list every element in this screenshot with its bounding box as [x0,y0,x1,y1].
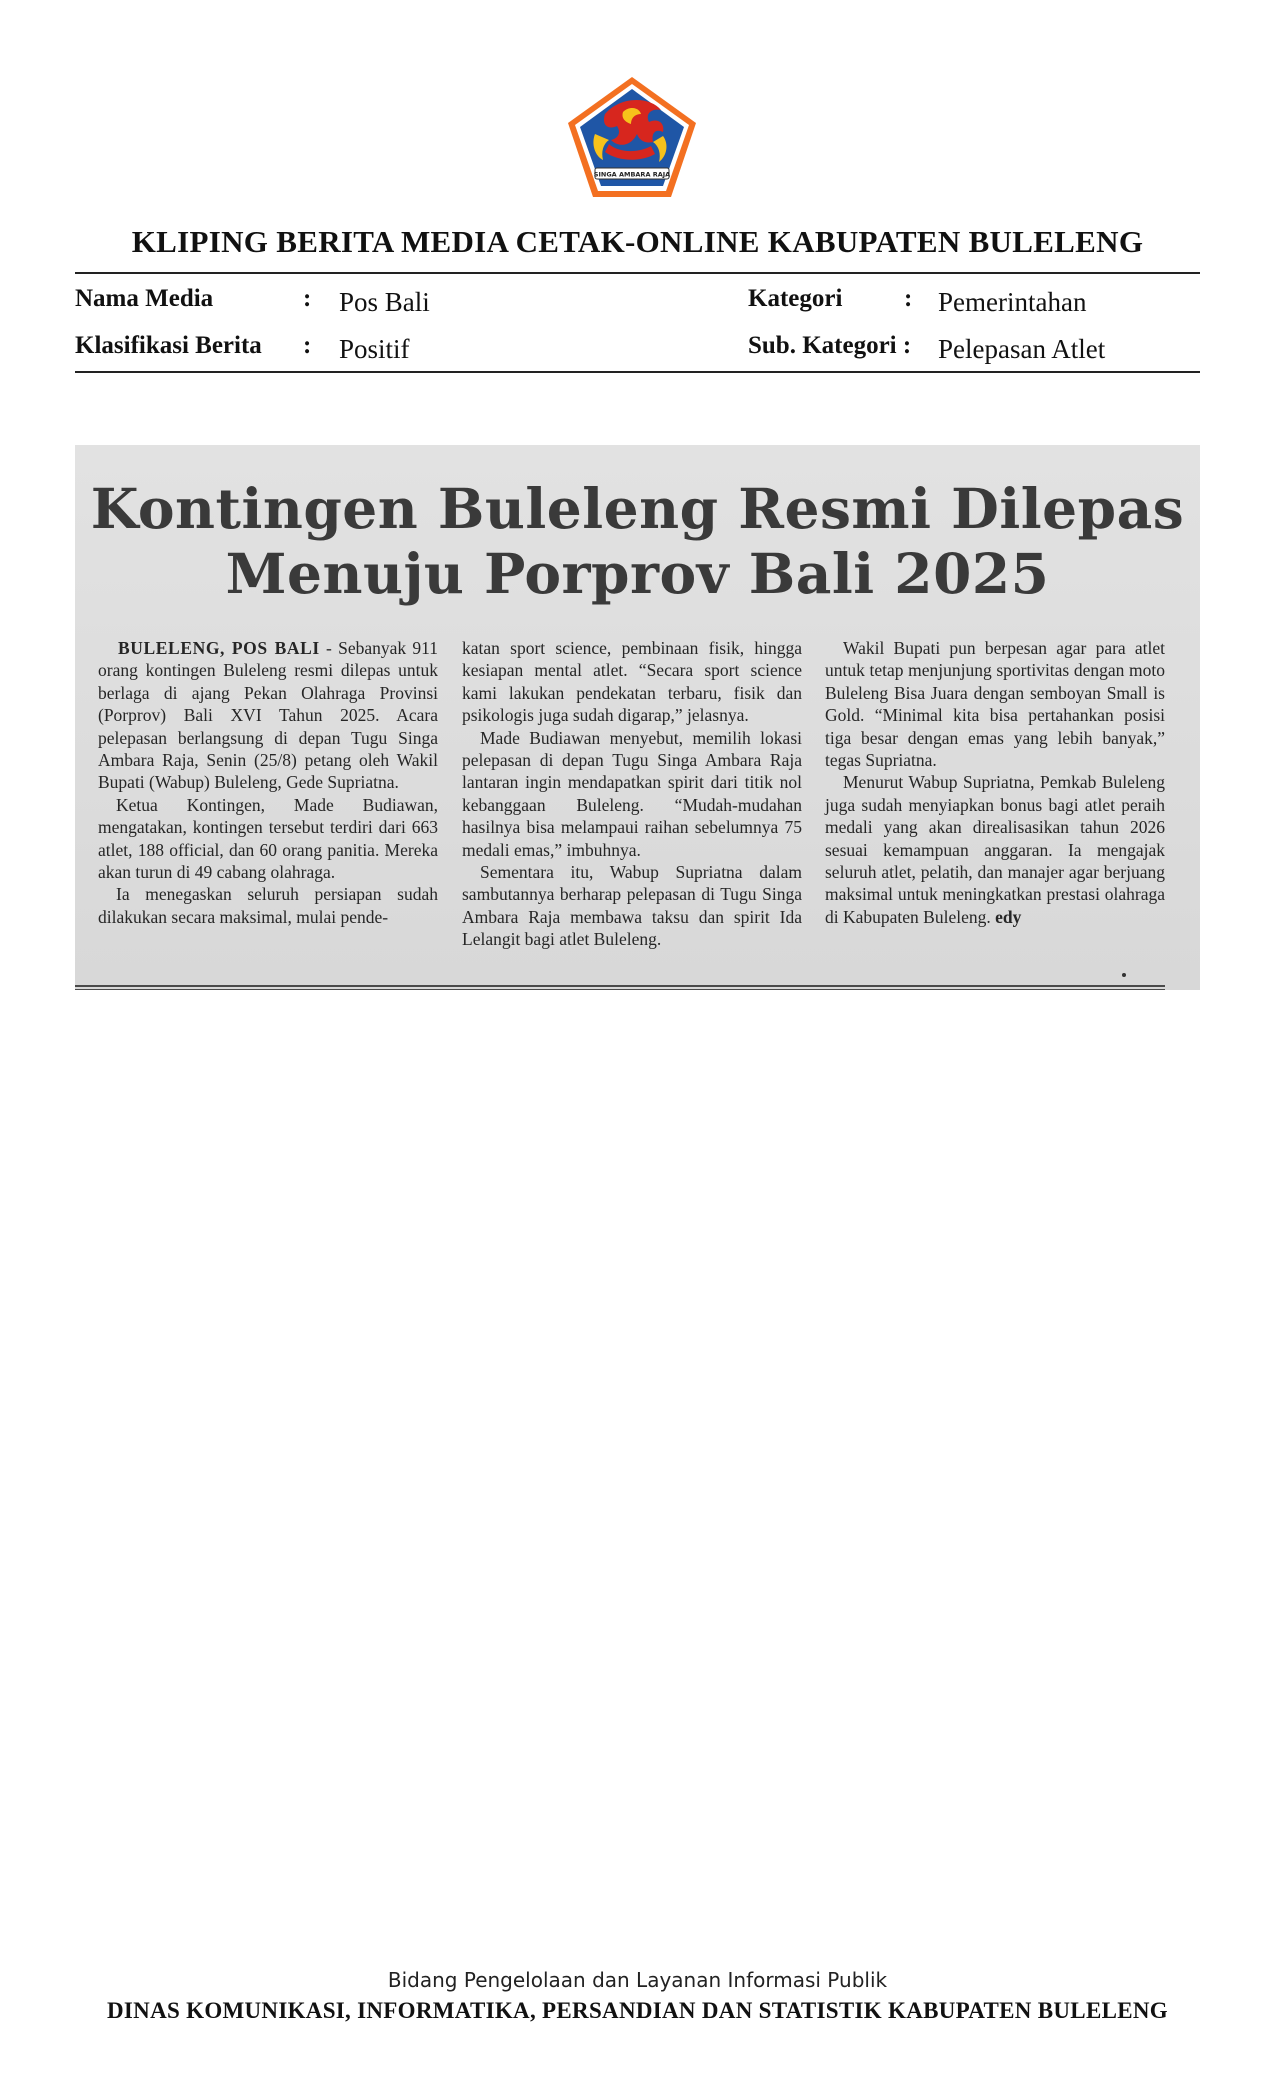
kategori-label: Kategori [748,285,843,312]
article-column-2 [462,637,802,951]
singa-ambara-raja-emblem-icon [565,74,699,200]
article-headline-line-1: Kontingen Buleleng Resmi Dilepas [90,476,1185,541]
newspaper-clipping [75,445,1200,990]
article-dateline: BULELENG, POS BALI [118,638,320,658]
kategori-value: Pemerintahan [938,287,1087,317]
article-column-1 [98,637,438,928]
article-paragraph: Sementara itu, Wabup Supriatna dalam sambutannya berharap pelepasan di Tugu Singa Ambara Raja membawa taksu dan spirit Ida Lelangit bagi atlet Buleleng. [462,862,802,950]
clipping-bottom-rule-thin [75,989,1165,990]
footer-department: Bidang Pengelolaan dan Layanan Informasi Publik [387,1968,888,1992]
article-headline-line-2: Menuju Porprov Bali 2025 [225,541,1050,606]
klasifikasi-berita-value: Positif [339,334,410,364]
footer-agency: DINAS KOMUNIKASI, INFORMATIKA, PERSANDIAN DAN STATISTIK KABUPATEN BULELENG [107,1998,1168,2023]
klasifikasi-berita-label: Klasifikasi Berita [75,332,262,359]
sub-kategori-value: Pelepasan Atlet [938,334,1106,364]
klasifikasi-berita-separator: : [303,332,312,359]
header-divider-top [75,272,1200,274]
page-title: KLIPING BERITA MEDIA CETAK-ONLINE KABUPATEN BULELENG [131,224,1144,259]
header-divider-bottom [75,371,1200,373]
svg-text:SINGA AMBARA RAJA: SINGA AMBARA RAJA [593,170,671,179]
article-paragraph: katan sport science, pembinaan fisik, hingga kesiapan mental atlet. “Secara sport science kami lakukan pendekatan terbaru, fisik dan psikologis juga sudah digarap,” jelasnya. [462,638,802,726]
article-paragraph: Menurut Wabup Supriatna, Pemkab Buleleng juga sudah menyiapkan bonus bagi atlet peraih medali yang akan direalisasikan tahun 2026 sesuai kemampuan anggaran. Ia mengajak seluruh atlet, pelatih, dan manajer agar berjuang maksimal untuk meningkatkan prestasi olahraga di Kabupaten Buleleng. [825,772,1165,927]
article-paragraph: Ketua Kontingen, Made Budiawan, mengatakan, kontingen tersebut terdiri dari 663 atlet, 188 official, dan 60 orang panitia. Mereka akan turun di 49 cabang olahraga. [98,794,438,883]
article-column-3 [825,637,1165,928]
buleleng-regency-logo [565,74,699,200]
article-paragraph: - Sebanyak 911 orang kontingen Buleleng resmi dilepas untuk berlaga di ajang Pekan Olahraga Provinsi (Porprov) Bali XVI Tahun 2025. Acara pelepasan berlangsung di depan Tugu Singa Ambara Raja, Senin (25/8) petang oleh Wakil Bupati (Wabup) Buleleng, Gede Supriatna. [98,638,438,793]
sub-kategori-label: Sub. Kategori : [748,332,912,359]
article-paragraph: Wakil Bupati pun berpesan agar para atlet untuk tetap menjunjung sportivitas dengan moto Buleleng Bisa Juara dengan semboyan Small is Gold. “Minimal kita bisa pertahankan posisi tiga besar dengan emas yang lebih banyak,” tegas Supriatna. [825,638,1165,771]
nama-media-label: Nama Media [75,285,214,312]
article-paragraph: Ia menegaskan seluruh persiapan sudah dilakukan secara maksimal, mulai pende- [98,884,438,927]
print-dot [1122,973,1126,977]
nama-media-value: Pos Bali [339,287,430,317]
nama-media-separator: : [303,285,312,312]
kategori-separator: : [904,285,913,312]
article-author-signature: edy [995,906,1022,927]
article-paragraph: Made Budiawan menyebut, memilih lokasi pelepasan di depan Tugu Singa Ambara Raja lantaran ingin mendapatkan spirit dari titik nol kebanggaan Buleleng. “Mudah-mudahan hasilnya bisa melampaui raihan sebelumnya 75 medali emas,” imbuhnya. [462,727,802,860]
clipping-bottom-rule [75,985,1165,987]
